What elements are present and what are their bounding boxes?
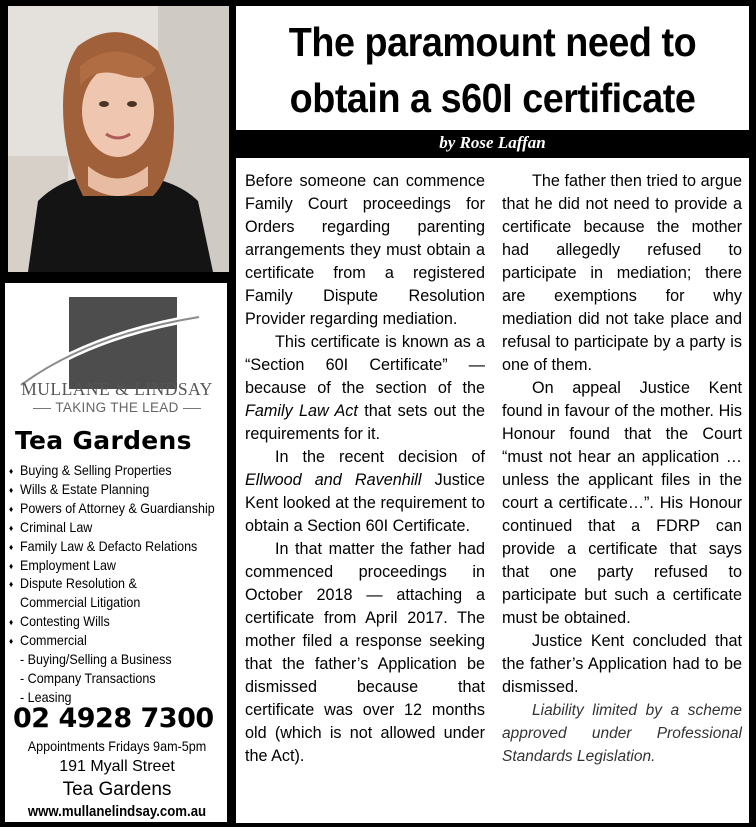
bullet-icon: ♦ — [9, 503, 14, 514]
bullet-icon: ♦ — [9, 541, 14, 552]
headline: The paramount need to obtain a s60I certificate — [288, 19, 697, 121]
paragraph: In the recent decision of Ellwood and Ravenhill Justice Kent looked at the requirement to obtain a Section 60I Certificate. — [245, 448, 485, 535]
service-subitem: - Buying/Selling a Business — [20, 652, 172, 668]
service-item: ♦ Dispute Resolution & — [9, 575, 210, 594]
byline: by Rose Laffan — [439, 133, 546, 152]
bullet-icon: ♦ — [9, 636, 14, 647]
appointments-info: Appointments Fridays 9am-5pm — [27, 738, 207, 754]
bullet-icon: ♦ — [9, 560, 14, 571]
service-item: ♦ Commercial — [9, 632, 210, 651]
portrait-illustration — [8, 6, 229, 272]
article-column-1 — [245, 170, 485, 768]
headline-box — [236, 6, 749, 130]
service-item: ♦ Contesting Wills — [9, 613, 210, 632]
service-item: ♦ Family Law & Defacto Relations — [9, 538, 210, 557]
service-item: ♦ Criminal Law — [9, 519, 210, 538]
advertiser-sidebar — [4, 282, 228, 823]
paragraph: Before someone can commence Family Court proceedings for Orders regarding parenting arrangements they must obtain a certificate from a registered Family Dispute Resolution Provider regarding mediation. — [245, 172, 485, 328]
service-item-continued: Commercial Litigation — [20, 595, 141, 611]
brand-tagline: TAKING THE LEAD — [5, 400, 229, 415]
service-subitem: - Company Transactions — [20, 670, 156, 686]
service-item: ♦ Powers of Attorney & Guardianship — [9, 500, 210, 519]
service-item: ♦ Wills & Estate Planning — [9, 481, 210, 500]
brand-name: MULLANE & LINDSAY — [21, 379, 213, 399]
bullet-icon: ♦ — [9, 617, 14, 628]
service-subitem: - Leasing — [20, 689, 72, 705]
paragraph: The father then tried to argue that he did not need to provide a certificate because the mother had allegedly refused to participate in mediation; there are exemptions for why mediation did not take place and refusal to participate by a party is one of them. — [502, 172, 742, 374]
bullet-icon: ♦ — [9, 484, 14, 495]
author-photo — [8, 6, 229, 272]
paragraph: On appeal Justice Kent found in favour of the mother. His Honour found that the Court “must not hear an application … unless the applicant files in the court a certificate…”. His Honour continued that a FDRP can provide a certificate that says that one party refused to participate but such a certificate must be obtained. — [502, 379, 742, 627]
bullet-icon: ♦ — [9, 579, 14, 590]
paragraph: In that matter the father had commenced proceedings in October 2018 — attaching a certificate from April 2017. The mother filed a response seeking that the father’s Application be dismissed because that certificate was over 12 months old (which is not allowed under the Act). — [245, 540, 485, 765]
bullet-icon: ♦ — [9, 522, 14, 533]
office-location-heading: Tea Gardens — [15, 426, 192, 455]
paragraph: This certificate is known as a “Section 60I Certificate” — because of the section of the Family Law Act that sets out the requirements for it. — [245, 333, 486, 443]
bullet-icon: ♦ — [9, 466, 14, 476]
service-item: ♦ Employment Law — [9, 557, 210, 576]
liability-disclaimer: Liability limited by a scheme approved under Professional Standards Legislation. — [502, 702, 742, 765]
town-name: Tea Gardens — [62, 779, 172, 800]
services-list — [9, 462, 227, 708]
article-body — [236, 158, 749, 823]
article-column-2 — [502, 170, 742, 768]
service-item: ♦ Buying & Selling Properties — [9, 462, 210, 481]
phone-number: 02 4928 7300 — [13, 703, 214, 734]
website-url: www.mullanelindsay.com.au — [27, 803, 207, 820]
street-address: 191 Myall Street — [59, 758, 175, 775]
paragraph: Justice Kent concluded that the father’s Application had to be dismissed. — [502, 632, 742, 696]
